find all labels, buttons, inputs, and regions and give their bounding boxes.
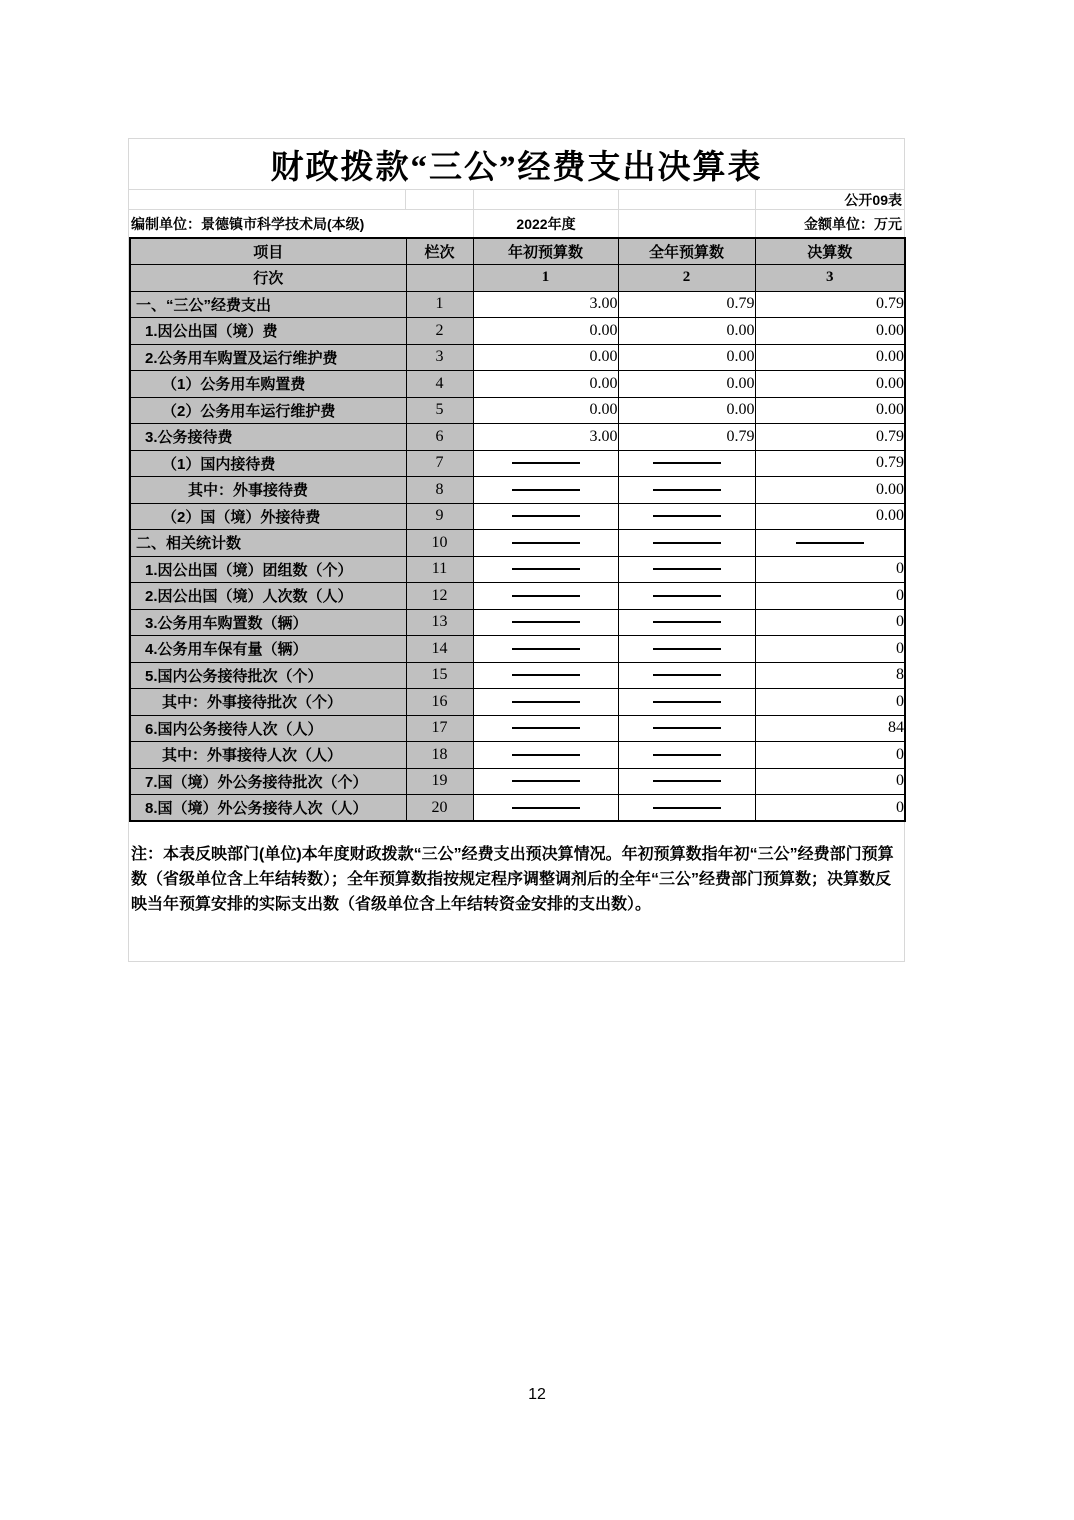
row-initial-budget: 0.00 — [473, 318, 618, 345]
row-item-label: 其中：外事接待人次（人） — [130, 742, 406, 769]
row-initial-budget — [473, 530, 618, 557]
line-header-blank — [406, 265, 473, 292]
row-annual-budget — [618, 795, 755, 822]
row-line-number: 16 — [406, 689, 473, 716]
row-initial-budget — [473, 689, 618, 716]
row-initial-budget: 0.00 — [473, 397, 618, 424]
form-code-cell — [756, 190, 904, 209]
row-final-amount: 0 — [755, 742, 905, 769]
page-number: 12 — [528, 1386, 546, 1403]
row-final-amount: 0.00 — [755, 477, 905, 504]
meta-empty-cell — [129, 190, 406, 209]
meta-grid — [129, 189, 904, 237]
prepared-by-row — [129, 210, 904, 237]
row-line-number: 1 — [406, 291, 473, 318]
row-annual-budget — [618, 662, 755, 689]
row-initial-budget — [473, 636, 618, 663]
row-annual-budget: 0.00 — [618, 318, 755, 345]
row-line-number: 19 — [406, 768, 473, 795]
row-item-label: 二、相关统计数 — [130, 530, 406, 557]
row-initial-budget — [473, 503, 618, 530]
table-row — [130, 556, 905, 583]
row-line-number: 3 — [406, 344, 473, 371]
table-row — [130, 609, 905, 636]
amount-unit-label: 金额单位：万元 — [804, 215, 902, 232]
row-item-label: （1）国内接待费 — [130, 450, 406, 477]
row-line-number: 17 — [406, 715, 473, 742]
row-item-label: （1）公务用车购置费 — [130, 371, 406, 398]
row-initial-budget: 0.00 — [473, 344, 618, 371]
table-row — [130, 583, 905, 610]
row-item-label: 1.因公出国（境）费 — [130, 318, 406, 345]
row-initial-budget — [473, 556, 618, 583]
row-annual-budget: 0.79 — [618, 424, 755, 451]
row-annual-budget: 0.79 — [618, 291, 755, 318]
row-item-label: 3.公务用车购置数（辆） — [130, 609, 406, 636]
row-line-number: 10 — [406, 530, 473, 557]
table-row — [130, 397, 905, 424]
amount-unit-cell — [756, 210, 904, 237]
col-header-item: 项目 — [130, 238, 406, 265]
row-line-number: 5 — [406, 397, 473, 424]
table-row — [130, 371, 905, 398]
row-final-amount — [755, 530, 905, 557]
table-row — [130, 715, 905, 742]
row-annual-budget — [618, 477, 755, 504]
row-item-label: 8.国（境）外公务接待人次（人） — [130, 795, 406, 822]
prepared-by-label: 编制单位：景德镇市科学技术局(本级) — [131, 215, 365, 232]
table-row — [130, 662, 905, 689]
row-final-amount: 0.79 — [755, 424, 905, 451]
row-annual-budget — [618, 689, 755, 716]
row-annual-budget — [618, 636, 755, 663]
row-line-number: 18 — [406, 742, 473, 769]
fiscal-year-label: 2022年度 — [516, 215, 576, 232]
table-row — [130, 768, 905, 795]
row-final-amount: 0.00 — [755, 397, 905, 424]
row-final-amount: 8 — [755, 662, 905, 689]
row-line-number: 4 — [406, 371, 473, 398]
table-row — [130, 291, 905, 318]
row-initial-budget — [473, 768, 618, 795]
row-line-number: 13 — [406, 609, 473, 636]
row-final-amount: 0 — [755, 583, 905, 610]
row-initial-budget: 0.00 — [473, 371, 618, 398]
row-annual-budget — [618, 768, 755, 795]
title-row — [129, 139, 904, 189]
row-final-amount: 84 — [755, 715, 905, 742]
row-line-number: 6 — [406, 424, 473, 451]
table-row — [130, 530, 905, 557]
row-item-label: 其中：外事接待费 — [130, 477, 406, 504]
meta-empty-cell — [619, 210, 756, 237]
row-item-label: 7.国（境）外公务接待批次（个） — [130, 768, 406, 795]
note-text: 注：本表反映部门(单位)本年度财政拨款“三公”经费支出预决算情况。年初预算数指年初“三公”经费部门预算数（省级单位含上年结转数）；全年预算数指按规定程序调整调剂后的全年“三公”经费部门预算数；决算数反映当年预算安排的实际支出数（省级单位含上年结转资金安排的支出数）。 — [131, 846, 894, 913]
row-annual-budget — [618, 450, 755, 477]
row-initial-budget — [473, 583, 618, 610]
meta-empty-cell — [406, 190, 474, 209]
row-final-amount: 0.00 — [755, 344, 905, 371]
table-row — [130, 636, 905, 663]
row-initial-budget — [473, 450, 618, 477]
prepared-by-cell — [129, 210, 474, 237]
row-line-number: 15 — [406, 662, 473, 689]
row-initial-budget — [473, 742, 618, 769]
col-header-initial: 年初预算数 — [473, 238, 618, 265]
row-item-label: 6.国内公务接待人次（人） — [130, 715, 406, 742]
row-item-label: （2）公务用车运行维护费 — [130, 397, 406, 424]
row-annual-budget — [618, 530, 755, 557]
row-final-amount: 0.00 — [755, 371, 905, 398]
row-final-amount: 0.79 — [755, 450, 905, 477]
form-code-label: 公开09表 — [844, 191, 902, 208]
table-row — [130, 742, 905, 769]
meta-empty-cell — [474, 190, 619, 209]
col-header-line: 栏次 — [406, 238, 473, 265]
spreadsheet-page — [128, 138, 905, 962]
row-initial-budget: 3.00 — [473, 291, 618, 318]
row-line-number: 12 — [406, 583, 473, 610]
row-initial-budget — [473, 715, 618, 742]
row-final-amount: 0.79 — [755, 291, 905, 318]
meta-empty-cell — [619, 190, 756, 209]
row-annual-budget — [618, 715, 755, 742]
row-item-label: （2）国（境）外接待费 — [130, 503, 406, 530]
row-annual-budget — [618, 503, 755, 530]
row-line-number: 7 — [406, 450, 473, 477]
col-number-3: 3 — [755, 265, 905, 292]
row-final-amount: 0 — [755, 768, 905, 795]
table-row — [130, 318, 905, 345]
row-annual-budget: 0.00 — [618, 344, 755, 371]
row-item-label: 3.公务接待费 — [130, 424, 406, 451]
col-number-2: 2 — [618, 265, 755, 292]
row-line-number: 2 — [406, 318, 473, 345]
row-initial-budget: 3.00 — [473, 424, 618, 451]
row-item-label: 一、“三公”经费支出 — [130, 291, 406, 318]
table-row — [130, 795, 905, 822]
col-number-1: 1 — [473, 265, 618, 292]
page-title: 财政拨款“三公”经费支出决算表 — [270, 149, 763, 186]
row-line-number: 14 — [406, 636, 473, 663]
row-annual-budget: 0.00 — [618, 397, 755, 424]
row-item-label: 1.因公出国（境）团组数（个） — [130, 556, 406, 583]
row-final-amount: 0.00 — [755, 318, 905, 345]
row-final-amount: 0 — [755, 689, 905, 716]
row-initial-budget — [473, 477, 618, 504]
table-row — [130, 424, 905, 451]
row-initial-budget — [473, 609, 618, 636]
row-final-amount: 0 — [755, 795, 905, 822]
row-annual-budget — [618, 609, 755, 636]
row-annual-budget — [618, 742, 755, 769]
row-annual-budget — [618, 583, 755, 610]
table-row — [130, 689, 905, 716]
row-final-amount: 0 — [755, 636, 905, 663]
budget-table — [129, 237, 906, 822]
col-header-annual: 全年预算数 — [618, 238, 755, 265]
table-row — [130, 450, 905, 477]
line-header-label: 行次 — [130, 265, 406, 292]
row-final-amount: 0.00 — [755, 503, 905, 530]
row-line-number: 11 — [406, 556, 473, 583]
row-item-label: 其中：外事接待批次（个） — [130, 689, 406, 716]
line-number-header-row — [130, 265, 905, 292]
row-final-amount: 0 — [755, 556, 905, 583]
row-line-number: 9 — [406, 503, 473, 530]
column-header-row — [130, 238, 905, 265]
row-annual-budget — [618, 556, 755, 583]
row-final-amount: 0 — [755, 609, 905, 636]
row-item-label: 2.因公出国（境）人次数（人） — [130, 583, 406, 610]
table-row — [130, 477, 905, 504]
table-row — [130, 344, 905, 371]
form-code-row — [129, 190, 904, 210]
row-item-label: 5.国内公务接待批次（个） — [130, 662, 406, 689]
row-line-number: 20 — [406, 795, 473, 822]
row-line-number: 8 — [406, 477, 473, 504]
row-initial-budget — [473, 662, 618, 689]
row-item-label: 4.公务用车保有量（辆） — [130, 636, 406, 663]
row-annual-budget: 0.00 — [618, 371, 755, 398]
table-row — [130, 503, 905, 530]
row-initial-budget — [473, 795, 618, 822]
row-item-label: 2.公务用车购置及运行维护费 — [130, 344, 406, 371]
fiscal-year-cell — [474, 210, 619, 237]
col-header-final: 决算数 — [755, 238, 905, 265]
